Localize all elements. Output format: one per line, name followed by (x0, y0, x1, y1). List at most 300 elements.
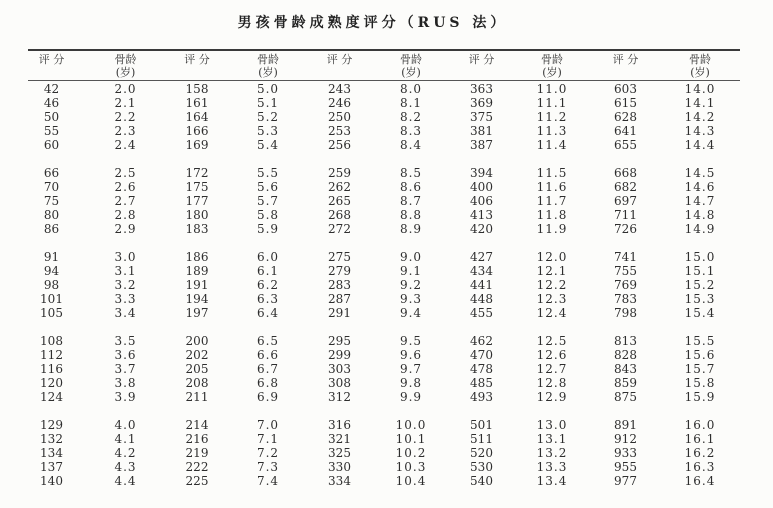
score-cell: 325 (328, 446, 351, 460)
header-bone-age-unit: (岁) (542, 66, 562, 79)
score-cell: 124 (40, 390, 63, 404)
bone-age-cell: 14.5 (684, 166, 716, 180)
bone-age-cell: 5.9 (256, 222, 280, 236)
table-row (14, 208, 737, 222)
score-cell: 216 (185, 432, 209, 446)
bone-age-cell: 15.5 (684, 334, 716, 348)
bone-age-cell: 13.2 (536, 446, 568, 460)
header-rule (28, 80, 740, 81)
score-cell: 134 (40, 446, 63, 460)
score-cell: 166 (185, 124, 209, 138)
bone-age-cell: 7.1 (256, 432, 280, 446)
score-cell: 75 (43, 194, 60, 208)
score-cell: 259 (328, 166, 351, 180)
score-cell: 530 (470, 460, 493, 474)
score-cell: 105 (40, 306, 63, 320)
bone-age-cell: 13.4 (536, 474, 568, 488)
bone-age-cell: 13.1 (536, 432, 568, 446)
bone-age-cell: 15.2 (684, 278, 716, 292)
header-bone-age-label: 骨龄 (114, 53, 137, 66)
bone-age-cell: 6.3 (256, 292, 280, 306)
bone-age-cell: 6.5 (256, 334, 280, 348)
bone-age-cell: 3.7 (114, 362, 137, 376)
score-cell: 697 (614, 194, 637, 208)
score-cell: 478 (470, 362, 493, 376)
table-row (14, 362, 737, 376)
bone-age-cell: 6.1 (256, 264, 280, 278)
score-cell: 615 (614, 96, 637, 110)
score-cell: 628 (614, 110, 637, 124)
bone-age-cell: 10.1 (395, 432, 427, 446)
score-cell: 682 (614, 180, 637, 194)
score-cell: 120 (40, 376, 63, 390)
bone-age-cell: 8.3 (399, 124, 423, 138)
bone-age-cell: 12.3 (536, 292, 568, 306)
bone-age-cell: 3.0 (114, 250, 137, 264)
score-cell: 511 (470, 432, 493, 446)
score-cell: 214 (185, 418, 209, 432)
bone-age-cell: 14.9 (684, 222, 716, 236)
score-cell: 177 (185, 194, 209, 208)
score-cell: 129 (40, 418, 63, 432)
score-cell: 211 (185, 390, 209, 404)
table-row (14, 376, 737, 390)
header-bone-age (89, 53, 162, 79)
table-row (14, 194, 737, 208)
header-bone-age-label: 骨龄 (541, 53, 563, 66)
row-group (14, 82, 737, 152)
score-cell: 540 (470, 474, 493, 488)
score-cell: 222 (185, 460, 209, 474)
score-cell: 603 (614, 82, 637, 96)
score-cell: 191 (185, 278, 209, 292)
bone-age-cell: 16.0 (684, 418, 716, 432)
score-cell: 308 (328, 376, 351, 390)
bone-age-cell: 2.8 (114, 208, 137, 222)
table-row (14, 292, 737, 306)
score-cell: 66 (43, 166, 60, 180)
bone-age-cell: 16.4 (684, 474, 716, 488)
score-cell: 441 (470, 278, 493, 292)
bone-age-cell: 14.8 (684, 208, 716, 222)
table-row (14, 418, 737, 432)
score-cell: 194 (185, 292, 209, 306)
score-cell: 197 (185, 306, 209, 320)
bone-age-cell: 11.0 (536, 82, 568, 96)
score-cell: 363 (470, 82, 493, 96)
row-group (14, 250, 737, 320)
bone-age-cell: 14.1 (684, 96, 716, 110)
bone-age-cell: 3.3 (114, 292, 137, 306)
bone-age-cell: 4.4 (114, 474, 137, 488)
header-score (304, 53, 375, 79)
score-cell: 755 (614, 264, 637, 278)
bone-age-cell: 6.8 (256, 376, 280, 390)
bone-age-cell: 15.4 (684, 306, 716, 320)
score-cell: 316 (328, 418, 351, 432)
header-bone-age-unit: (岁) (401, 66, 421, 79)
score-cell: 501 (470, 418, 493, 432)
score-cell: 132 (40, 432, 63, 446)
score-cell: 668 (614, 166, 637, 180)
score-cell: 470 (470, 348, 493, 362)
table-header (14, 53, 737, 79)
score-cell: 265 (328, 194, 351, 208)
score-cell: 321 (328, 432, 351, 446)
score-cell: 520 (470, 446, 493, 460)
table-row (14, 278, 737, 292)
score-cell: 891 (614, 418, 637, 432)
bone-age-cell: 2.2 (114, 110, 137, 124)
bone-age-cell: 11.2 (536, 110, 568, 124)
bone-age-cell: 15.1 (684, 264, 716, 278)
score-cell: 108 (40, 334, 63, 348)
score-cell: 169 (185, 138, 209, 152)
score-cell: 116 (40, 362, 63, 376)
bone-age-cell: 9.7 (399, 362, 423, 376)
score-cell: 334 (328, 474, 351, 488)
score-cell: 955 (614, 460, 637, 474)
bone-age-cell: 16.3 (684, 460, 716, 474)
bone-age-cell: 5.5 (256, 166, 280, 180)
bone-age-cell: 3.4 (114, 306, 137, 320)
score-cell: 202 (185, 348, 209, 362)
score-cell: 912 (614, 432, 637, 446)
bone-age-cell: 8.2 (399, 110, 423, 124)
bone-age-cell: 9.6 (399, 348, 423, 362)
score-cell: 200 (185, 334, 209, 348)
bone-age-cell: 12.2 (536, 278, 568, 292)
header-score-label: 评 分 (38, 53, 65, 66)
score-cell: 137 (40, 460, 63, 474)
bone-age-cell: 16.1 (684, 432, 716, 446)
score-cell: 455 (470, 306, 493, 320)
bone-age-cell: 11.9 (536, 222, 568, 236)
header-bone-age (516, 53, 588, 79)
header-bone-age (375, 53, 447, 79)
table-row (14, 348, 737, 362)
score-cell: 268 (328, 208, 351, 222)
score-cell: 291 (328, 306, 351, 320)
score-cell: 140 (40, 474, 63, 488)
table-row (14, 446, 737, 460)
bone-age-cell: 5.2 (256, 110, 280, 124)
score-cell: 330 (328, 460, 351, 474)
bone-age-cell: 5.0 (256, 82, 280, 96)
bone-age-cell: 9.0 (399, 250, 423, 264)
table-row (14, 96, 737, 110)
bone-age-cell: 3.8 (114, 376, 137, 390)
table-row (14, 264, 737, 278)
header-score (14, 53, 89, 79)
score-cell: 283 (328, 278, 351, 292)
score-cell: 91 (43, 250, 60, 264)
score-cell: 86 (43, 222, 60, 236)
score-cell: 189 (185, 264, 209, 278)
score-cell: 828 (614, 348, 637, 362)
bone-age-cell: 2.0 (114, 82, 137, 96)
bone-age-cell: 2.5 (114, 166, 137, 180)
score-cell: 295 (328, 334, 351, 348)
bone-age-cell: 3.9 (114, 390, 137, 404)
bone-age-cell: 2.4 (114, 138, 137, 152)
score-cell: 164 (185, 110, 209, 124)
score-cell: 256 (328, 138, 351, 152)
header-score (588, 53, 663, 79)
score-cell: 798 (614, 306, 637, 320)
bone-age-cell: 15.3 (684, 292, 716, 306)
bone-age-cell: 15.0 (684, 250, 716, 264)
bone-age-cell: 15.6 (684, 348, 716, 362)
bone-age-cell: 8.4 (399, 138, 423, 152)
bone-age-cell: 2.6 (114, 180, 137, 194)
score-cell: 394 (470, 166, 493, 180)
bone-age-cell: 4.2 (114, 446, 137, 460)
bone-age-cell: 10.3 (395, 460, 427, 474)
bone-age-cell: 14.0 (684, 82, 716, 96)
bone-age-cell: 8.7 (399, 194, 423, 208)
bone-age-cell: 3.2 (114, 278, 137, 292)
score-cell: 161 (185, 96, 209, 110)
bone-age-cell: 11.8 (536, 208, 568, 222)
bone-age-cell: 7.3 (256, 460, 280, 474)
table-row (14, 460, 737, 474)
score-cell: 243 (328, 82, 351, 96)
bone-age-cell: 15.8 (684, 376, 716, 390)
bone-age-cell: 4.3 (114, 460, 137, 474)
bone-age-cell: 11.3 (536, 124, 568, 138)
bone-age-cell: 12.0 (536, 250, 568, 264)
score-cell: 493 (470, 390, 493, 404)
header-bone-age-label: 骨龄 (400, 53, 422, 66)
bone-age-cell: 11.6 (536, 180, 568, 194)
bone-age-cell: 12.7 (536, 362, 568, 376)
bone-age-cell: 14.7 (684, 194, 716, 208)
bone-age-cell: 5.1 (256, 96, 280, 110)
bone-age-cell: 12.1 (536, 264, 568, 278)
header-bone-age-unit: (岁) (258, 66, 278, 79)
score-cell: 369 (470, 96, 493, 110)
table-row (14, 432, 737, 446)
score-cell: 262 (328, 180, 351, 194)
bone-age-cell: 11.7 (536, 194, 568, 208)
score-cell: 485 (470, 376, 493, 390)
bone-age-cell: 15.9 (684, 390, 716, 404)
bone-age-cell: 8.9 (399, 222, 423, 236)
score-cell: 427 (470, 250, 493, 264)
score-cell: 180 (185, 208, 209, 222)
header-score-label: 评 分 (184, 53, 210, 66)
header-score-label: 评 分 (612, 53, 639, 66)
bone-age-cell: 2.1 (114, 96, 137, 110)
bone-age-cell: 5.4 (256, 138, 280, 152)
bone-age-cell: 4.1 (114, 432, 137, 446)
header-score-label: 评 分 (468, 53, 495, 66)
score-cell: 783 (614, 292, 637, 306)
score-cell: 726 (614, 222, 637, 236)
bone-age-cell: 6.6 (256, 348, 280, 362)
score-cell: 859 (614, 376, 637, 390)
score-cell: 186 (185, 250, 209, 264)
score-cell: 287 (328, 292, 351, 306)
row-group (14, 334, 737, 404)
score-cell: 175 (185, 180, 209, 194)
score-cell: 387 (470, 138, 493, 152)
table-row (14, 306, 737, 320)
score-cell: 80 (43, 208, 60, 222)
bone-age-cell: 7.0 (256, 418, 280, 432)
bone-age-cell: 9.1 (399, 264, 423, 278)
score-cell: 933 (614, 446, 637, 460)
bone-age-cell: 6.4 (256, 306, 280, 320)
bone-age-cell: 15.7 (684, 362, 716, 376)
table-row (14, 166, 737, 180)
table-row (14, 180, 737, 194)
bone-age-cell: 2.9 (114, 222, 137, 236)
score-cell: 303 (328, 362, 351, 376)
bone-age-cell: 10.0 (395, 418, 427, 432)
table-row (14, 222, 737, 236)
bone-age-cell: 13.3 (536, 460, 568, 474)
header-score (447, 53, 516, 79)
score-cell: 183 (185, 222, 209, 236)
score-cell: 50 (43, 110, 60, 124)
bone-age-cell: 6.7 (256, 362, 280, 376)
score-cell: 711 (614, 208, 637, 222)
score-cell: 205 (185, 362, 209, 376)
bone-age-cell: 10.2 (395, 446, 427, 460)
bone-age-cell: 14.4 (684, 138, 716, 152)
score-cell: 46 (43, 96, 60, 110)
score-cell: 312 (328, 390, 351, 404)
bone-age-cell: 14.2 (684, 110, 716, 124)
score-cell: 420 (470, 222, 493, 236)
bone-age-cell: 10.4 (395, 474, 427, 488)
top-rule (28, 49, 740, 51)
score-cell: 98 (43, 278, 60, 292)
score-cell: 60 (43, 138, 60, 152)
bone-age-cell: 7.4 (256, 474, 280, 488)
score-cell: 299 (328, 348, 351, 362)
score-cell: 55 (43, 124, 60, 138)
score-cell: 101 (40, 292, 63, 306)
score-cell: 977 (614, 474, 637, 488)
bone-age-cell: 8.1 (399, 96, 423, 110)
score-cell: 253 (328, 124, 351, 138)
row-group (14, 166, 737, 236)
score-cell: 462 (470, 334, 493, 348)
bone-age-cell: 12.8 (536, 376, 568, 390)
score-cell: 381 (470, 124, 493, 138)
bone-age-cell: 9.5 (399, 334, 423, 348)
score-cell: 94 (43, 264, 60, 278)
score-cell: 813 (614, 334, 637, 348)
score-cell: 246 (328, 96, 351, 110)
header-score-label: 评 分 (326, 53, 353, 66)
score-cell: 42 (43, 82, 60, 96)
bone-age-cell: 9.8 (399, 376, 423, 390)
score-cell: 875 (614, 390, 637, 404)
score-cell: 172 (185, 166, 209, 180)
score-cell: 413 (470, 208, 493, 222)
table-row (14, 334, 737, 348)
bone-age-cell: 5.8 (256, 208, 280, 222)
bone-age-cell: 12.9 (536, 390, 568, 404)
bone-age-cell: 5.3 (256, 124, 280, 138)
table-row (14, 82, 737, 96)
score-cell: 158 (185, 82, 209, 96)
bone-age-cell: 14.6 (684, 180, 716, 194)
bone-age-cell: 2.3 (114, 124, 137, 138)
header-bone-age-unit: (岁) (115, 66, 136, 79)
bone-age-cell: 16.2 (684, 446, 716, 460)
score-cell: 219 (185, 446, 209, 460)
bone-age-cell: 12.5 (536, 334, 568, 348)
bone-age-cell: 13.0 (536, 418, 568, 432)
bone-age-cell: 11.5 (536, 166, 568, 180)
table-row (14, 124, 737, 138)
score-cell: 741 (614, 250, 637, 264)
bone-age-cell: 8.6 (399, 180, 423, 194)
table-row (14, 390, 737, 404)
bone-age-cell: 14.3 (684, 124, 716, 138)
header-bone-age-label: 骨龄 (257, 53, 279, 66)
score-cell: 208 (185, 376, 209, 390)
score-cell: 272 (328, 222, 351, 236)
bone-age-cell: 6.0 (256, 250, 280, 264)
score-cell: 434 (470, 264, 493, 278)
bone-age-cell: 11.4 (536, 138, 568, 152)
bone-age-cell: 8.5 (399, 166, 423, 180)
bone-age-cell: 8.8 (399, 208, 423, 222)
header-score (162, 53, 232, 79)
bone-age-cell: 3.1 (114, 264, 137, 278)
bone-age-cell: 9.9 (399, 390, 423, 404)
score-cell: 400 (470, 180, 493, 194)
bone-age-cell: 4.0 (114, 418, 137, 432)
score-cell: 769 (614, 278, 637, 292)
bone-age-cell: 5.7 (256, 194, 280, 208)
score-cell: 406 (470, 194, 493, 208)
header-bone-age (232, 53, 304, 79)
bone-age-cell: 9.2 (399, 278, 423, 292)
row-group (14, 418, 737, 488)
header-bone-age-unit: (岁) (690, 66, 710, 79)
bone-age-cell: 3.6 (114, 348, 137, 362)
table-row (14, 474, 737, 488)
score-cell: 375 (470, 110, 493, 124)
bone-age-cell: 12.4 (536, 306, 568, 320)
table-row (14, 138, 737, 152)
table-body (14, 82, 737, 502)
score-cell: 843 (614, 362, 637, 376)
score-cell: 448 (470, 292, 493, 306)
bone-age-cell: 8.0 (399, 82, 423, 96)
table-row (14, 250, 737, 264)
score-cell: 655 (614, 138, 637, 152)
score-cell: 70 (43, 180, 60, 194)
bone-age-cell: 2.7 (114, 194, 137, 208)
bone-age-cell: 9.3 (399, 292, 423, 306)
score-cell: 641 (614, 124, 637, 138)
bone-age-cell: 3.5 (114, 334, 137, 348)
bone-age-cell: 12.6 (536, 348, 568, 362)
score-cell: 279 (328, 264, 351, 278)
score-cell: 275 (328, 250, 351, 264)
table-row (14, 110, 737, 124)
score-cell: 112 (40, 348, 63, 362)
bone-age-cell: 11.1 (536, 96, 568, 110)
